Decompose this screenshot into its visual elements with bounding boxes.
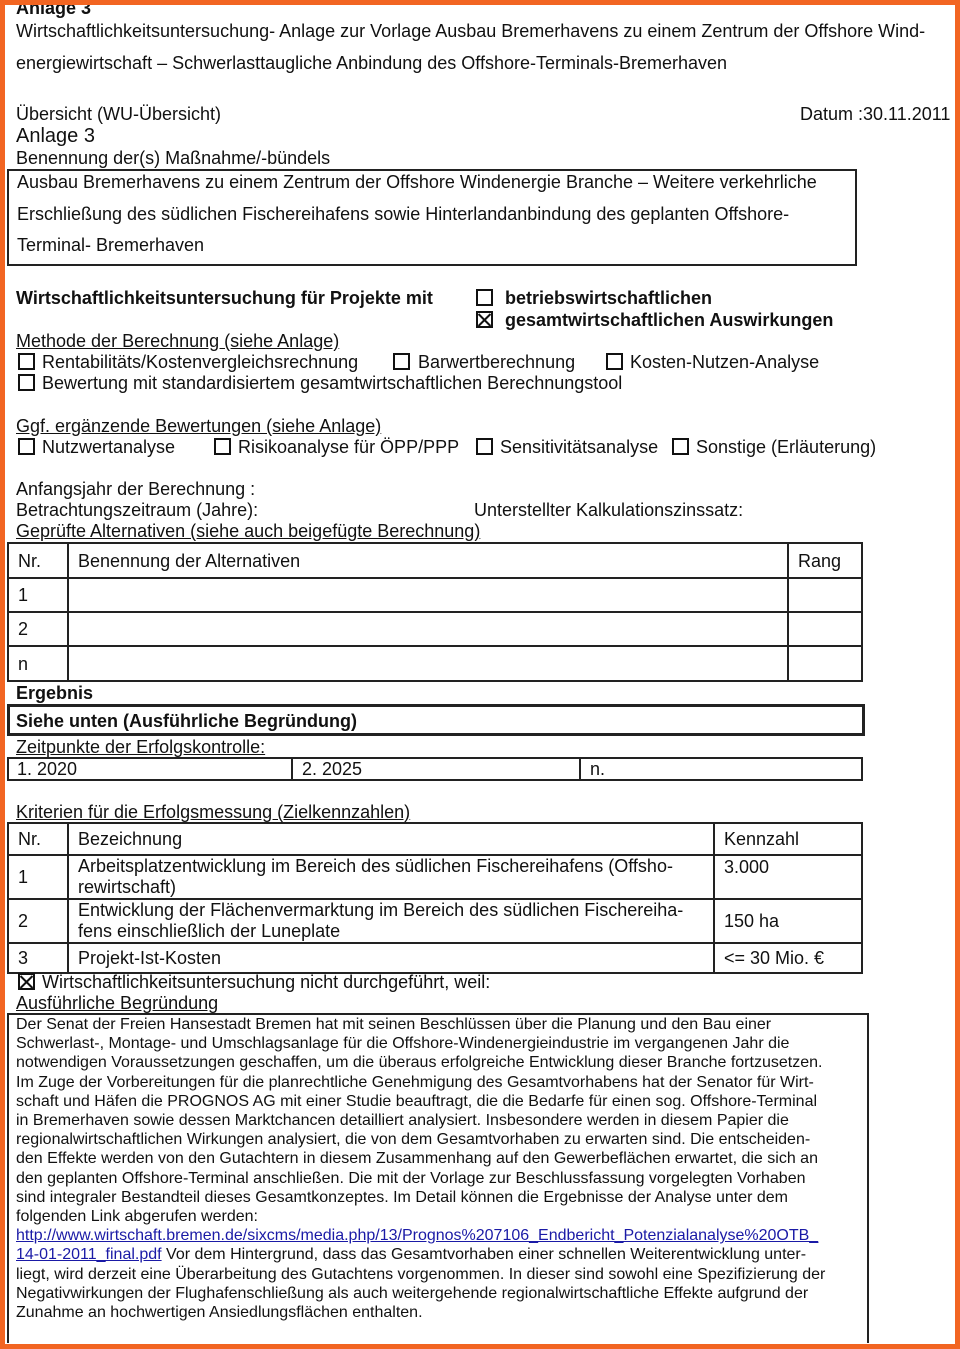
nicht-durchgefuehrt-label: Wirtschaftlichkeitsuntersuchung nicht durchgeführt, weil:	[42, 972, 491, 992]
ergebnis-text: Siehe unten (Ausführliche Begründung)	[16, 711, 357, 731]
begruendung-line: notwendigen Voraussetzungen geschaffen, um die überaus erfolgreiche Entwicklung dieser Branche fortzusetzen.	[16, 1054, 823, 1072]
measure-line-3: Terminal- Bremerhaven	[17, 235, 205, 255]
anlage-top: Anlage 3	[16, 0, 92, 18]
begruendung-line: Der Senat der Freien Hansestadt Bremen hat mit seinen Beschlüssen über die Planung und den Bau einer	[16, 1016, 772, 1033]
krit-row-1-nr: 1	[8, 855, 68, 899]
wu-label: Wirtschaftlichkeitsuntersuchung für Projekte mit	[16, 288, 433, 308]
krit-row-1-name	[68, 855, 714, 899]
kriterien-table	[7, 822, 863, 974]
methode-heading: Methode der Berechnung (siehe Anlage)	[16, 331, 340, 351]
erfolgskontrolle-2[interactable]: 2. 2025	[292, 758, 580, 780]
alt-row-2-name[interactable]	[68, 612, 788, 646]
krit-row-2-nr: 2	[8, 899, 68, 943]
krit-header-name: Bezeichnung	[68, 823, 714, 855]
checkbox-rentabilitaet[interactable]	[18, 353, 35, 370]
table-row	[8, 855, 862, 899]
alternatives-table	[7, 542, 863, 682]
begruendung-after-link: Vor dem Hintergrund, dass das Gesamtvorhaben einer schnellen Weiterentwicklung unter-	[161, 1246, 807, 1264]
begruendung-line: Schwerlast-, Montage- und Umschlagsanlage für die Offshore-Windenergieindustrie im vergangenen Jahr die	[16, 1035, 790, 1053]
table-row	[8, 612, 862, 646]
begruendung-line: den Effekte werden von den Gutachtern in diesem Zusammenhang auf den Gewerbeflächen erwartet, die sich an	[16, 1150, 818, 1168]
table-row	[8, 758, 862, 780]
krit-row-1-line-1: Arbeitsplatzentwicklung im Bereich des südlichen Fischereihafens (Offsho-	[78, 856, 673, 876]
alt-row-n-nr: n	[8, 646, 68, 681]
measure-label: Benennung der(s) Maßnahme/-bündels	[16, 148, 331, 168]
alternatives-header-row	[8, 543, 862, 578]
checkbox-risikoanalyse[interactable]	[214, 438, 231, 455]
erfolgskontrolle-heading	[16, 737, 265, 757]
checkbox-nicht-durchgefuehrt[interactable]	[18, 973, 35, 990]
krit-row-3-nr: 3	[8, 943, 68, 973]
begruendung-link-line	[16, 1226, 862, 1245]
krit-row-3-value: <= 30 Mio. €	[714, 943, 862, 973]
measure-box	[7, 169, 857, 266]
alt-row-1-rang[interactable]	[788, 578, 862, 612]
krit-row-2-name	[68, 899, 714, 943]
checkbox-sonstige[interactable]	[672, 438, 689, 455]
erfolgskontrolle-table	[7, 757, 863, 781]
alt-header-nr: Nr.	[8, 543, 68, 578]
methode-option-4: Bewertung mit standardisiertem gesamtwirtschaftlichen Berechnungstool	[42, 373, 623, 393]
begruendung-line: folgenden Link abgerufen werden:	[16, 1208, 258, 1226]
ergaenzend-option-1: Nutzwertanalyse	[42, 437, 176, 457]
alternatives-heading	[16, 521, 480, 541]
checkbox-sensitivitaet[interactable]	[476, 438, 493, 455]
krit-header-kennzahl: Kennzahl	[714, 823, 862, 855]
table-row	[8, 943, 862, 973]
period-label: Betrachtungszeitraum (Jahre):	[16, 500, 259, 520]
ergebnis-label: Ergebnis	[16, 683, 94, 703]
begruendung-link-line-2	[16, 1245, 862, 1264]
alt-row-1-name[interactable]	[68, 578, 788, 612]
ergebnis-box	[7, 704, 865, 736]
anlage-label: Anlage 3	[16, 125, 95, 147]
begruendung-line: sind integraler Bestandteil dieses Gesamtkonzeptes. Im Detail können die Ergebnisse der Analyse unter dem	[16, 1188, 788, 1206]
checkbox-barwert[interactable]	[393, 353, 410, 370]
checkbox-betriebswirtschaftlich[interactable]	[476, 289, 493, 306]
alt-row-n-rang[interactable]	[788, 646, 862, 681]
begruendung-heading	[16, 993, 218, 1013]
kriterien-header-row	[8, 823, 862, 855]
begruendung-line: liegt, wird derzeit eine Überarbeitung des Gutachtens vorgenommen. In dieser sind sowohl eine Spezifizierung der	[16, 1265, 826, 1283]
overview-label: Übersicht (WU-Übersicht)	[16, 104, 222, 124]
erfolgskontrolle-n[interactable]: n.	[580, 758, 862, 780]
krit-row-2-line-2: fens einschließlich der Luneplate	[78, 921, 341, 941]
alt-row-2-rang[interactable]	[788, 612, 862, 646]
prognos-report-link-part-2[interactable]: 14-01-2011_final.pdf	[16, 1246, 162, 1264]
krit-row-1-line-2: rewirtschaft)	[78, 877, 177, 897]
begruendung-line: schaft und Häfen die PROGNOS AG mit einer Studie beauftragt, die die Bedarfe für einen sog. Offshore-Terminal	[16, 1092, 818, 1110]
interest-label: Unterstellter Kalkulationszinssatz:	[474, 500, 744, 520]
alt-row-2-nr: 2	[8, 612, 68, 646]
begruendung-line: Zunahme an hochwertigen Ansiedlungsflächen enthalten.	[16, 1304, 423, 1322]
kriterien-heading	[16, 802, 410, 822]
start-year-label: Anfangsjahr der Berechnung :	[16, 479, 256, 499]
table-row	[8, 578, 862, 612]
wu-option-1: betriebswirtschaftlichen	[505, 288, 713, 308]
begruendung-line: in Bremerhaven sowie dessen Marktchancen detailliert analysiert. Insbesondere werden in diesem Papier die	[16, 1112, 789, 1130]
title-line-2: energiewirtschaft – Schwerlasttaugliche Anbindung des Offshore-Terminals-Bremerhaven	[16, 53, 728, 73]
kriterien-heading-text: Kriterien für die Erfolgsmessung (Zielkennzahlen)	[16, 802, 411, 822]
alt-row-n-name[interactable]	[68, 646, 788, 681]
krit-row-2-value: 150 ha	[714, 899, 862, 943]
krit-header-nr: Nr.	[8, 823, 68, 855]
date-label: Datum :30.11.2011	[800, 104, 951, 124]
begruendung-line: Negativwirkungen der Flughafenschließung als auch weitergehende regionalwirtschaftliche Effekte aufgrund der	[16, 1284, 809, 1302]
table-row	[8, 646, 862, 681]
alt-header-rang: Rang	[788, 543, 862, 578]
measure-line-2: Erschließung des südlichen Fischereihafens sowie Hinterlandanbindung des geplanten Offshore-	[17, 204, 790, 224]
begruendung-line: regionalwirtschaftlichen Wirkungen analysiert, die von dem Gesamtvorhaben zu erwarten sind. Die entscheiden-	[16, 1131, 811, 1149]
measure-line-1: Ausbau Bremerhavens zu einem Zentrum der Offshore Windenergie Branche – Weitere verkehrliche	[17, 172, 817, 192]
checkbox-kosten-nutzen[interactable]	[606, 353, 623, 370]
alt-header-name: Benennung der Alternativen	[68, 543, 788, 578]
krit-row-3-name: Projekt-Ist-Kosten	[68, 943, 714, 973]
prognos-report-link-part-1[interactable]: http://www.wirtschaft.bremen.de/sixcms/media.php/13/Prognos%207106_Endbericht_Potenzialanalyse%20OTB_	[16, 1227, 819, 1245]
begruendung-heading-text: Ausführliche Begründung	[16, 993, 219, 1013]
checkbox-standardtool[interactable]	[18, 374, 35, 391]
title-line-1: Wirtschaftlichkeitsuntersuchung- Anlage zur Vorlage Ausbau Bremerhavens zu einem Zentrum der Offshore Wind-	[16, 21, 926, 41]
alternatives-heading-text: Geprüfte Alternativen (siehe auch beigefügte Berechnung)	[16, 521, 481, 541]
begruendung-line: Im Zuge der Vorbereitungen für die planrechtliche Genehmigung des Gesamtvorhabens hat der Senator für Wirt-	[16, 1073, 814, 1091]
methode-option-1: Rentabilitäts/Kostenvergleichsrechnung	[42, 352, 359, 372]
table-row	[8, 899, 862, 943]
begruendung-text	[16, 1015, 862, 1322]
checkbox-gesamtwirtschaftlich[interactable]	[476, 311, 493, 328]
krit-row-2-line-1: Entwicklung der Flächenvermarktung im Bereich des südlichen Fischereiha-	[78, 900, 684, 920]
krit-row-1-value: 3.000	[714, 855, 862, 899]
methode-option-3: Kosten-Nutzen-Analyse	[630, 352, 820, 372]
methode-option-2: Barwertberechnung	[418, 352, 576, 372]
checkbox-nutzwert[interactable]	[18, 438, 35, 455]
ergaenzend-heading: Ggf. ergänzende Bewertungen (siehe Anlage)	[16, 416, 382, 436]
ergaenzend-option-3: Sensitivitätsanalyse	[500, 437, 659, 457]
wu-option-2: gesamtwirtschaftlichen Auswirkungen	[505, 310, 834, 330]
ergaenzend-option-4: Sonstige (Erläuterung)	[696, 437, 877, 457]
alt-row-1-nr: 1	[8, 578, 68, 612]
begruendung-line: den geplanten Offshore-Terminal anschließen. Die mit der Vorlage zur Beschlussfassung vorgelegten Vorhaben	[16, 1169, 806, 1187]
erfolgskontrolle-1[interactable]: 1. 2020	[8, 758, 292, 780]
erfolgskontrolle-heading-text: Zeitpunkte der Erfolgskontrolle:	[16, 737, 266, 757]
ergaenzend-option-2: Risikoanalyse für ÖPP/PPP	[238, 437, 460, 457]
